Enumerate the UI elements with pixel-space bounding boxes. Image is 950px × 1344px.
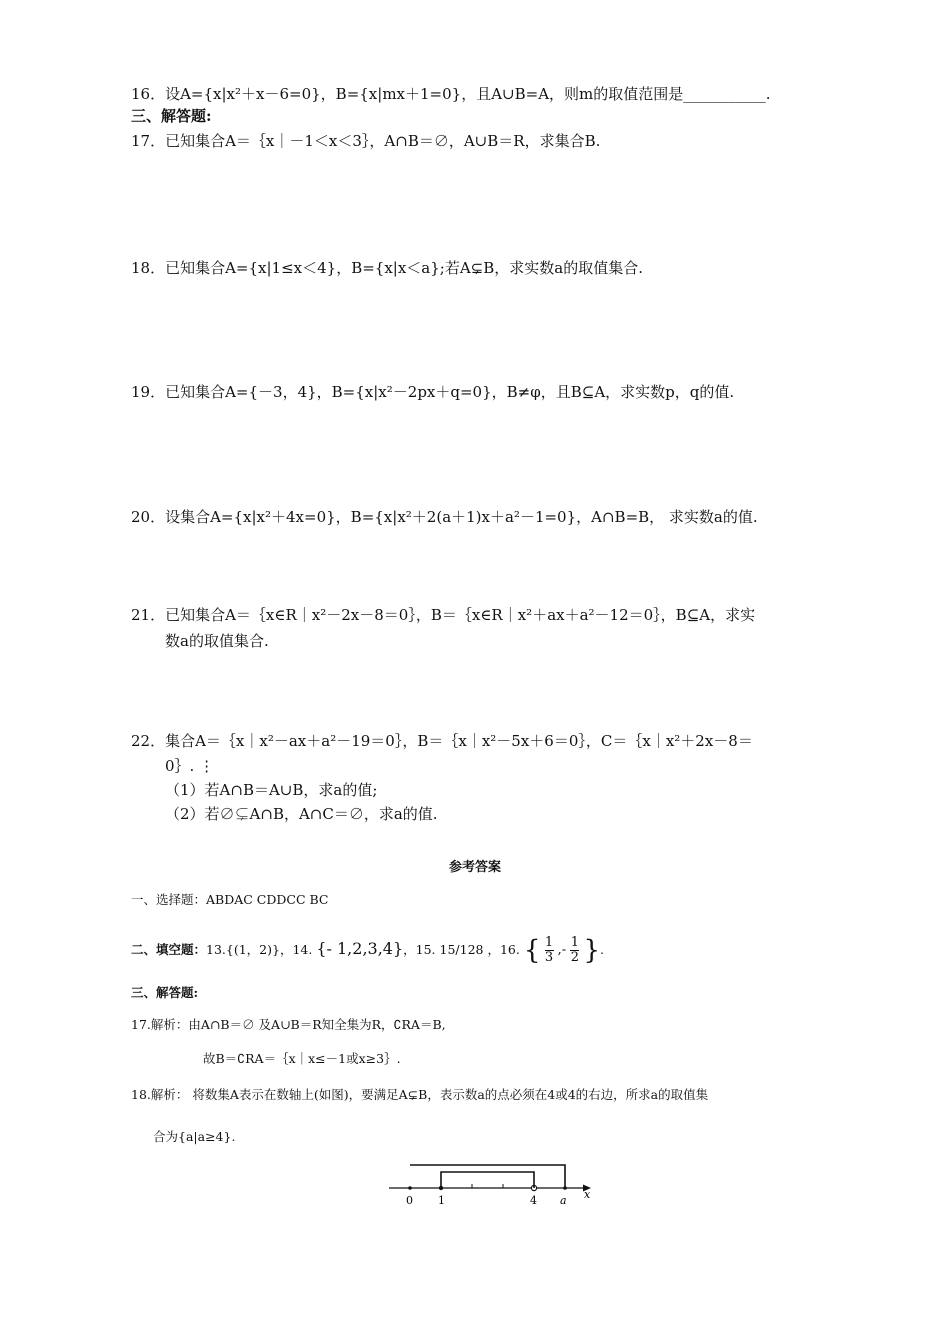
question-17: 17．已知集合A＝｛x｜－1＜x＜3｝，A∩B＝∅，A∪B＝R，求集合B. [131, 132, 601, 150]
answers-section-heading: 三、解答题: [131, 985, 199, 1000]
fraction-separator: ,- [557, 942, 567, 958]
question-22-line-1: 22．集合A＝｛x｜x²－ax＋a²－19＝0｝，B＝｛x｜x²－5x＋6＝0｝，C＝｛x｜x²＋2x－8＝ [131, 732, 753, 750]
axis-label-0: 0 [406, 1194, 413, 1207]
fraction-1-3 [545, 936, 554, 965]
question-16: 16．设A={x|x²＋x－6=0}，B={x|mx＋1=0}，且A∪B=A，则m的取值范围是___________. [131, 85, 771, 103]
fill-13: 13.{(1，2)}，14. [206, 942, 313, 957]
axis-label-4: 4 [530, 1194, 537, 1207]
fill-16-set [524, 936, 600, 965]
left-brace: { [523, 935, 541, 966]
set-A-bracket [441, 1172, 534, 1188]
right-brace: } [583, 935, 601, 966]
fraction-denominator: 2 [570, 950, 579, 965]
answer-17-line-2: 故B＝∁RA＝｛x｜x≤－1或x≥3｝. [203, 1051, 401, 1066]
question-19: 19．已知集合A={－3，4}，B={x|x²－2px＋q=0}，B≠φ，且B⊆A，求实数p，q的值. [131, 383, 735, 401]
answers-title: 参考答案 [448, 860, 501, 875]
question-22-line-2: 0｝. ⋮ [165, 757, 215, 775]
fraction-numerator: 1 [544, 935, 554, 950]
fill-end: . [600, 942, 604, 957]
question-20: 20．设集合A={x|x²＋4x=0}，B={x|x²＋2(a＋1)x＋a²－1=0}，A∩B=B， 求实数a的值. [131, 508, 758, 526]
number-line-figure [385, 1160, 605, 1208]
answer-18-line-1: 18.解析： 将数集A表示在数轴上(如图)，要满足A⊊B，表示数a的点必须在4或4的右边，所求a的取值集 [131, 1087, 709, 1102]
fill-15: ，15. 15/128 ，16. [403, 942, 520, 957]
fraction-1-2 [570, 936, 579, 965]
answers-fill-row [131, 936, 604, 965]
answer-17-line-1: 17.解析：由A∩B＝∅ 及A∪B＝R知全集为R，∁RA＝B, [131, 1017, 446, 1032]
fill-label: 二、填空题： [131, 942, 207, 957]
axis-label-a: a [560, 1194, 567, 1207]
question-22-part-2: （2）若∅⊊A∩B，A∩C＝∅，求a的值. [165, 805, 438, 823]
axis-label-1: 1 [438, 1194, 445, 1207]
question-21-line-1: 21．已知集合A＝｛x∈R｜x²－2x－8＝0｝，B＝｛x∈R｜x²＋ax＋a²－12＝0｝，B⊆A，求实 [131, 606, 756, 624]
fraction-numerator: 1 [570, 935, 579, 950]
set-B-bracket [410, 1165, 565, 1188]
tick-point-0 [408, 1186, 412, 1190]
fraction-denominator: 3 [544, 950, 554, 965]
answer-18-line-2: 合为{a|a≥4}. [153, 1129, 236, 1144]
fill-14-set: {- 1,2,3,4} [316, 939, 404, 958]
answers-choice: 一、选择题：ABDAC CDDCC BC [131, 892, 329, 907]
question-21-line-2: 数a的取值集合. [165, 632, 269, 650]
question-22-part-1: （1）若A∩B＝A∪B，求a的值; [165, 781, 378, 799]
question-18: 18．已知集合A={x|1≤x＜4}，B={x|x＜a};若A⊊B，求实数a的取值集合. [131, 259, 643, 277]
axis-label-x: x [584, 1188, 591, 1201]
section-heading-solutions: 三、解答题: [131, 107, 212, 125]
